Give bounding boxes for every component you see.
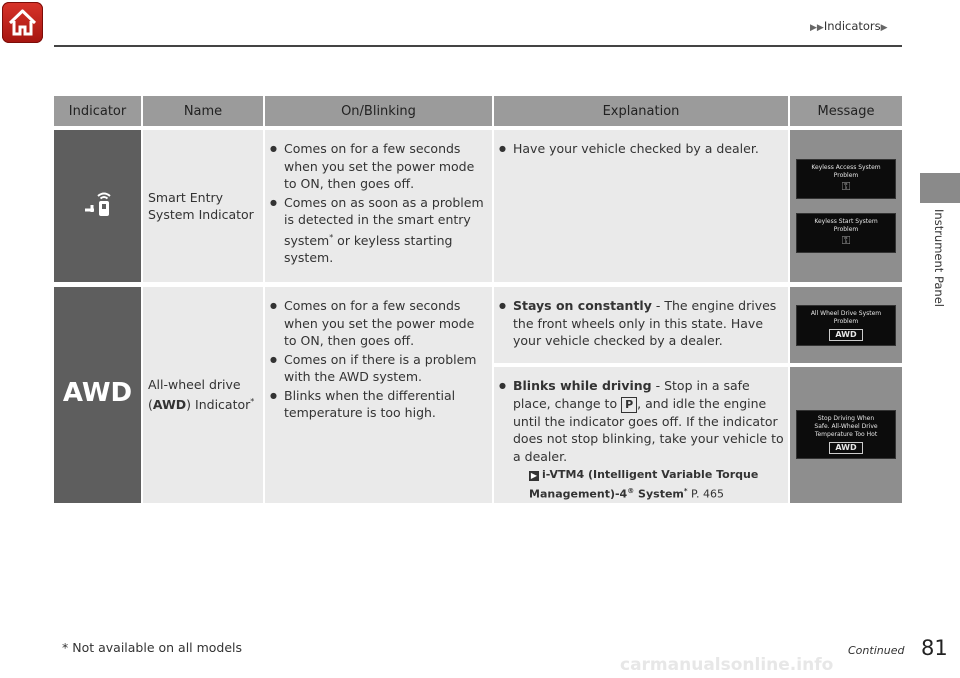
breadcrumb-arrow-icon: ▶: [880, 23, 888, 33]
indicator-icon-cell: [54, 130, 143, 282]
list-item: ● Have your vehicle checked by a dealer.: [498, 140, 784, 158]
list-item: [269, 194, 488, 267]
cross-reference-link[interactable]: [494, 467, 788, 503]
message-screen: [796, 305, 896, 346]
list-item: ● Comes on for a few seconds when you set the power mode to ON, then goes off.: [269, 297, 488, 350]
screen-text: Keyless Access System: [811, 164, 881, 171]
header-indicator: Indicator: [54, 96, 143, 130]
explanation-text: - The engine drives the front wheels only in this state. Have your vehicle checked by a dealer.: [513, 298, 777, 348]
screen-text: All Wheel Drive System: [810, 309, 882, 317]
explanation-cell: [494, 130, 790, 282]
awd-badge: AWD: [829, 442, 862, 454]
footnote: * Not available on all models: [62, 640, 243, 655]
screen-text: Safe. All-Wheel Drive: [814, 423, 878, 431]
name-line: (AWD) Indicator*: [148, 397, 255, 413]
explanation-text: - Stop in a safe place, change to: [513, 378, 750, 411]
name-line: System Indicator: [148, 207, 254, 222]
screen-text: Problem: [833, 226, 859, 233]
awd-icon: AWD: [62, 377, 133, 408]
indicator-name: [143, 130, 265, 282]
message-screen: [796, 410, 896, 459]
reference-page: P. 465: [687, 487, 724, 501]
screen-text: Temperature Too Hot: [814, 431, 878, 439]
explanation-lead: Blinks while driving: [513, 378, 652, 393]
reference-text: System: [634, 487, 684, 501]
indicator-icon-cell: [54, 287, 143, 503]
message-screen: [796, 213, 896, 253]
breadcrumb[interactable]: [810, 19, 888, 33]
breadcrumb-label: Indicators: [823, 19, 881, 33]
name-suffix: Indicator: [191, 397, 251, 413]
breadcrumb-arrow-icon: ▶▶: [810, 23, 824, 33]
reference-arrow-icon: ▶: [530, 471, 538, 480]
message-screen: [796, 159, 896, 199]
message-cell: [790, 287, 902, 367]
registered-mark: ®: [627, 487, 635, 495]
name-line: Smart Entry: [148, 189, 224, 205]
screen-text: Problem: [833, 317, 859, 325]
section-tab[interactable]: [920, 173, 960, 203]
header-rule: [54, 45, 902, 47]
screen-text: Problem: [833, 172, 859, 179]
list-item: [498, 297, 784, 350]
list-item: ● Comes on for a few seconds when you set the power mode to ON, then goes off.: [269, 140, 488, 193]
list-item-text: Comes on as soon as a problem is detected in the smart entry system: [284, 194, 484, 248]
continued-label: Continued: [848, 644, 905, 657]
list-item-text: or keyless starting system.: [284, 232, 453, 266]
smart-entry-key-icon: ⚿: [841, 180, 851, 193]
footnote-marker: *: [683, 487, 688, 495]
table-header-row: [54, 96, 902, 130]
list-item: ● Comes on if there is a problem with the AWD system.: [269, 351, 488, 386]
screen-text: Stop Driving When: [817, 415, 875, 423]
watermark: carmanualsonline.info: [620, 655, 834, 675]
table-row: [54, 130, 902, 282]
explanation-lead: Stays on constantly: [513, 298, 652, 313]
list-item: ● Blinks when the differential temperature is too high.: [269, 387, 488, 422]
indicator-name: [143, 287, 265, 503]
smart-entry-key-icon: [81, 190, 115, 218]
footnote-marker: *: [329, 232, 334, 242]
smart-entry-key-icon: ⚿: [841, 234, 851, 247]
indicator-table: [54, 96, 902, 503]
header-message: Message: [790, 96, 902, 130]
header-explanation: Explanation: [494, 96, 790, 130]
awd-badge: AWD: [829, 329, 862, 341]
home-button[interactable]: [2, 2, 43, 43]
on-blinking-cell: [265, 130, 494, 282]
explanation-cell: [494, 287, 790, 367]
page-number: 81: [921, 636, 948, 660]
explanation-cell: [494, 367, 790, 503]
header-name: Name: [143, 96, 265, 130]
name-line: All-wheel drive: [148, 376, 241, 392]
reference-text: i-VTM4 (Intelligent Variable Torque Management)-4: [529, 468, 759, 501]
table-row: [54, 287, 902, 367]
list-item: [498, 377, 784, 465]
footnote-marker: *: [250, 397, 255, 407]
screen-text: Keyless Start System: [814, 218, 878, 225]
message-cell: [790, 130, 902, 282]
park-key: P: [621, 397, 637, 413]
explanation-text: , and idle the engine until the indicator goes off. If the indicator does not stop blinking, take your vehicle to a dealer.: [513, 395, 784, 464]
message-cell: [790, 367, 902, 503]
awd-label: AWD: [152, 397, 187, 413]
on-blinking-cell: [265, 287, 494, 503]
section-label: Instrument Panel: [932, 209, 946, 307]
header-on-blinking: On/Blinking: [265, 96, 494, 130]
home-icon: [2, 2, 43, 43]
